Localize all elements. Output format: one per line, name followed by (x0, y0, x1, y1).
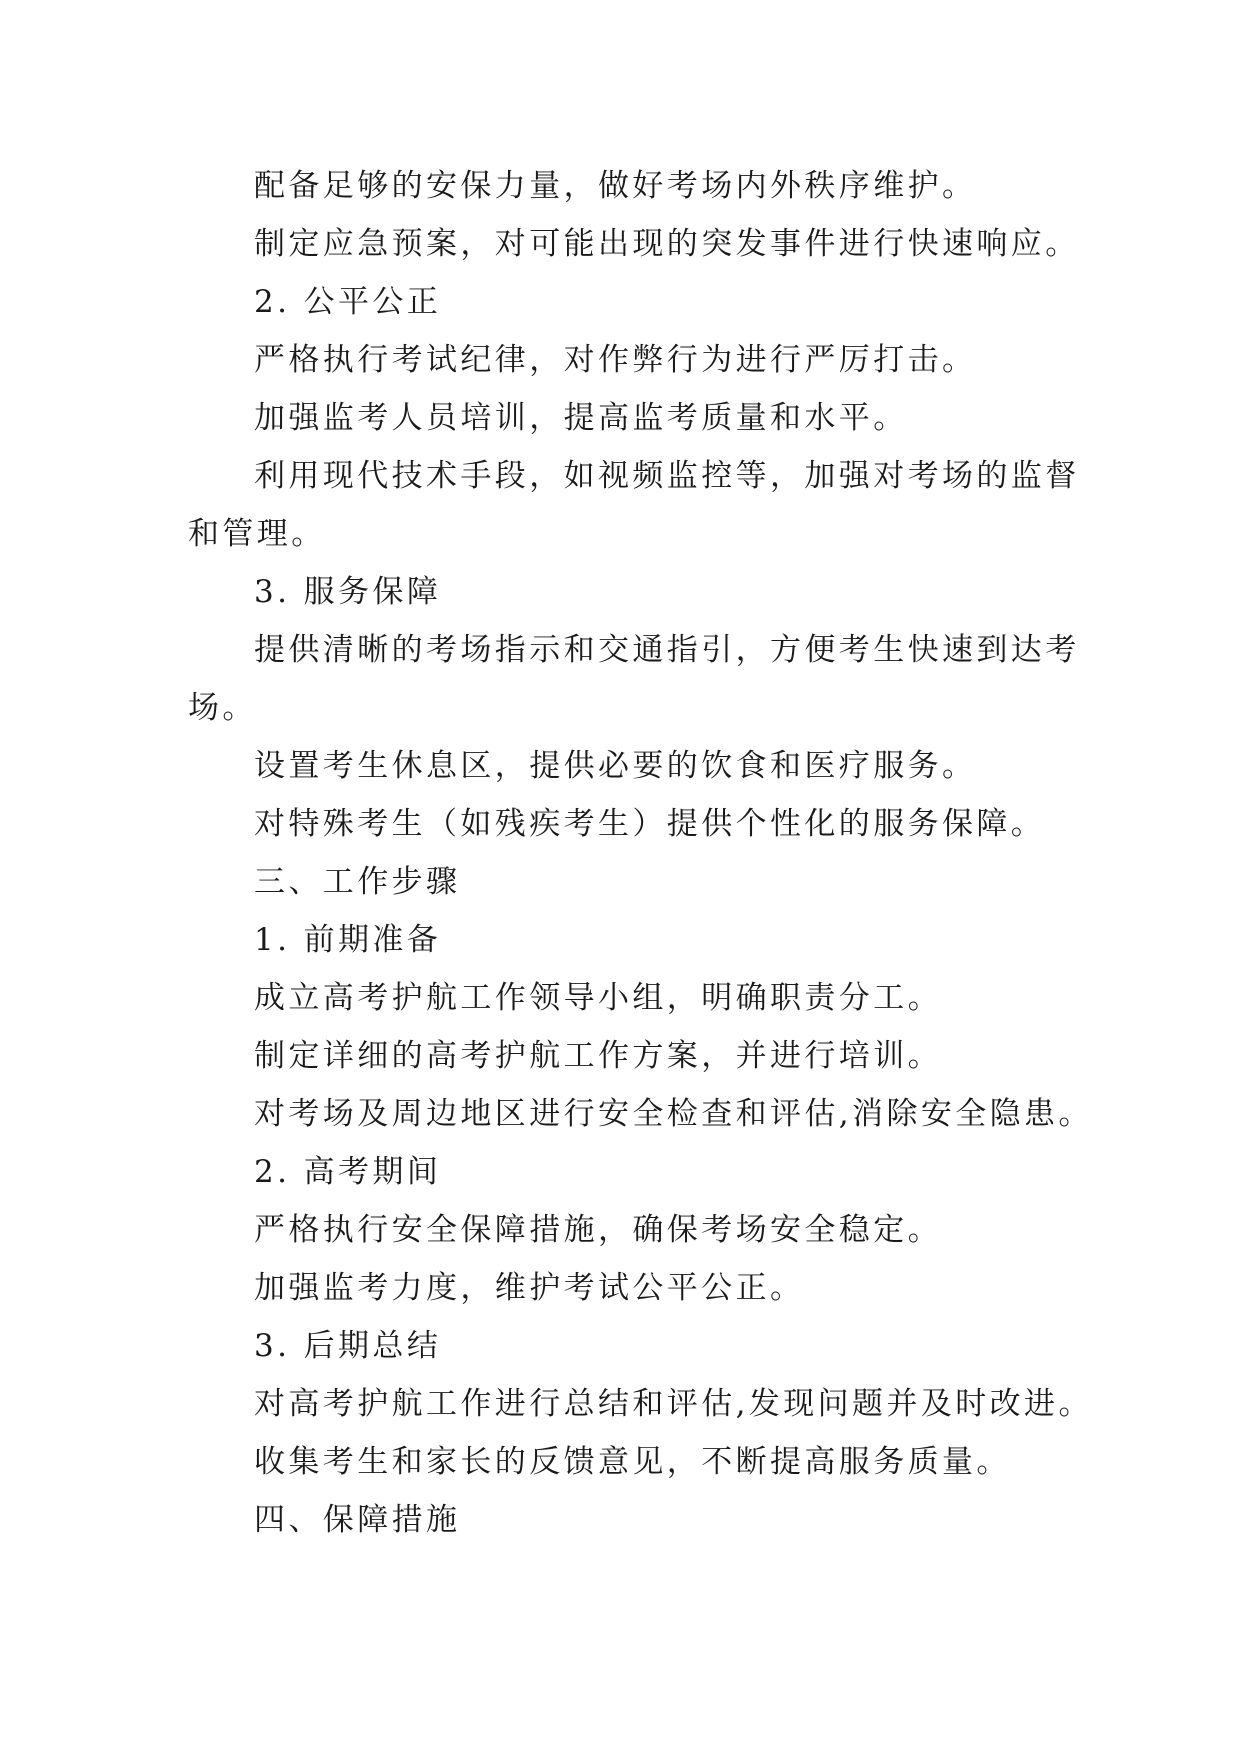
paragraph-video-monitoring-continued: 和管理。 (188, 516, 326, 552)
paragraph-emergency-plan: 制定应急预案，对可能出现的突发事件进行快速响应。 (254, 226, 1080, 262)
subheading-preparation: 1. 前期准备 (254, 922, 442, 958)
paragraph-safety-inspection: 对考场及周边地区进行安全检查和评估,消除安全隐患。 (254, 1096, 1093, 1132)
paragraph-work-plan: 制定详细的高考护航工作方案，并进行培训。 (254, 1038, 942, 1074)
paragraph-safety-measures: 严格执行安全保障措施，确保考场安全稳定。 (254, 1212, 942, 1248)
paragraph-special-candidates: 对特殊考生（如残疾考生）提供个性化的服务保障。 (254, 806, 1046, 842)
paragraph-rest-area: 设置考生休息区，提供必要的饮食和医疗服务。 (254, 748, 977, 784)
subheading-fairness: 2. 公平公正 (254, 284, 442, 320)
paragraph-feedback: 收集考生和家长的反馈意见，不断提高服务质量。 (254, 1444, 1011, 1480)
paragraph-invigilation: 加强监考力度，维护考试公平公正。 (254, 1270, 805, 1306)
section-heading-safeguards: 四、保障措施 (254, 1502, 461, 1538)
section-heading-work-steps: 三、工作步骤 (254, 864, 461, 900)
subheading-summary: 3. 后期总结 (254, 1328, 442, 1364)
paragraph-leadership-group: 成立高考护航工作领导小组，明确职责分工。 (254, 980, 942, 1016)
subheading-service: 3. 服务保障 (254, 574, 442, 610)
paragraph-traffic-guidance: 提供清晰的考场指示和交通指引，方便考生快速到达考 (254, 632, 1080, 668)
paragraph-invigilator-training: 加强监考人员培训，提高监考质量和水平。 (254, 400, 908, 436)
paragraph-video-monitoring: 利用现代技术手段，如视频监控等，加强对考场的监督 (254, 458, 1080, 494)
subheading-exam-period: 2. 高考期间 (254, 1154, 442, 1190)
paragraph-exam-discipline: 严格执行考试纪律，对作弊行为进行严厉打击。 (254, 342, 977, 378)
paragraph-traffic-guidance-continued: 场。 (188, 690, 257, 726)
paragraph-evaluation: 对高考护航工作进行总结和评估,发现问题并及时改进。 (254, 1386, 1093, 1422)
paragraph-security-staff: 配备足够的安保力量，做好考场内外秩序维护。 (254, 168, 977, 204)
